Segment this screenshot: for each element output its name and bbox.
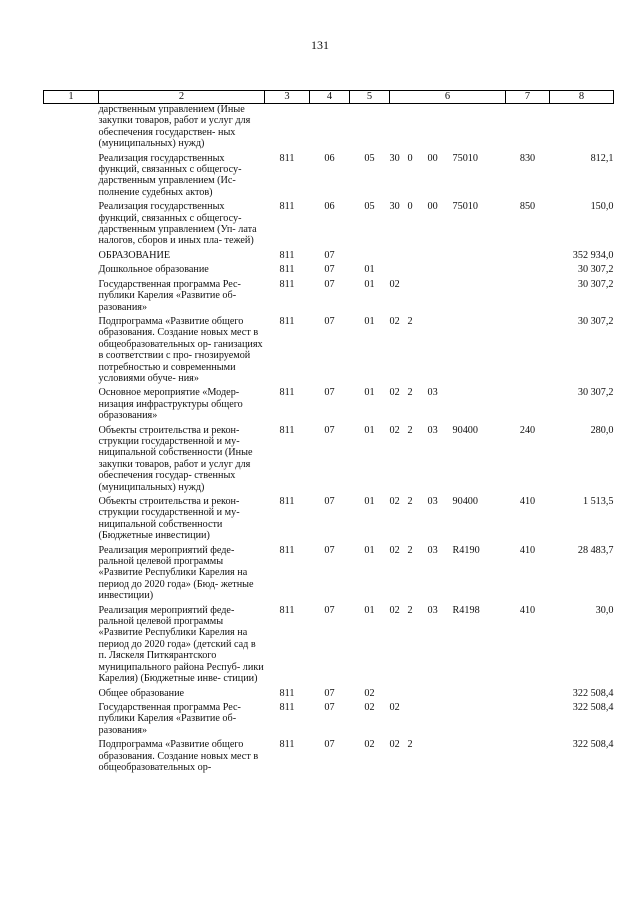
table-row xyxy=(44,699,614,736)
header-cell: 4 xyxy=(310,91,350,104)
amount: 322 508,4 xyxy=(572,701,614,713)
target-article-code xyxy=(390,736,506,773)
section-code xyxy=(310,104,350,150)
blank-cell xyxy=(44,493,99,542)
target-code-part: 2 xyxy=(407,739,413,751)
expense-type-code xyxy=(506,699,550,736)
admin-code: 811 xyxy=(279,701,295,713)
table-row xyxy=(44,104,614,150)
expense-type-code: 410 xyxy=(519,604,536,616)
admin-code: 811 xyxy=(279,739,295,751)
blank-cell xyxy=(44,104,99,150)
item-name: Подпрограмма «Развитие общего образования. Создание новых мест в общеобразовательных ор- ганизациях в соответствии с про- гнозируемой потребностью и современными условиями обуче- ния» xyxy=(98,315,263,384)
target-code-part: 2 xyxy=(407,496,413,507)
target-code-part: 2 xyxy=(407,315,413,327)
header-cell: 8 xyxy=(550,91,614,104)
target-code-part: 03 xyxy=(427,387,438,399)
blank-cell xyxy=(44,276,99,313)
target-code-part: 90400 xyxy=(452,496,478,507)
target-code-part: 02 xyxy=(389,496,400,507)
amount: 30 307,2 xyxy=(577,278,614,290)
table-body xyxy=(44,104,614,774)
amount: 280,0 xyxy=(590,424,614,436)
target-article-code xyxy=(390,104,506,150)
target-code-part: R4198 xyxy=(452,604,480,616)
subsection-code: 01 xyxy=(364,278,375,290)
section-code: 07 xyxy=(324,315,335,327)
amount: 352 934,0 xyxy=(572,249,614,261)
header-cell: 2 xyxy=(99,91,265,104)
amount: 322 508,4 xyxy=(572,687,614,699)
expense-type-code xyxy=(506,685,550,699)
item-name: Объекты строительства и рекон- струкции государственной и му- ниципальной собственности (Иные закупки товаров, работ и услуг для обеспечения государ- ственных (муниципальных) нужд) xyxy=(98,424,253,493)
admin-code: 811 xyxy=(279,687,295,699)
expense-type-code: 240 xyxy=(519,424,536,436)
admin-code xyxy=(265,104,310,150)
admin-code: 811 xyxy=(279,201,295,213)
amount: 322 508,4 xyxy=(572,739,614,751)
expense-type-code: 410 xyxy=(519,544,536,556)
table-row xyxy=(44,493,614,542)
admin-code: 811 xyxy=(279,249,295,261)
header-cell: 3 xyxy=(265,91,310,104)
admin-code: 811 xyxy=(279,424,295,436)
blank-cell xyxy=(44,602,99,685)
item-name: Подпрограмма «Развитие общего образования. Создание новых мест в общеобразовательных ор- xyxy=(98,739,259,773)
section-code: 07 xyxy=(324,701,335,713)
target-article-code xyxy=(390,602,506,685)
admin-code: 811 xyxy=(279,315,295,327)
target-code-part: 0 xyxy=(407,152,413,164)
target-article-code xyxy=(390,313,506,384)
item-name: ОБРАЗОВАНИЕ xyxy=(98,249,171,261)
header-cell: 5 xyxy=(350,91,390,104)
admin-code: 811 xyxy=(279,496,295,507)
expense-type-code xyxy=(506,313,550,384)
header-cell: 6 xyxy=(390,91,506,104)
target-code-part: 02 xyxy=(389,424,400,436)
target-code-part: 2 xyxy=(407,387,413,399)
target-code-part: 75010 xyxy=(452,152,478,164)
blank-cell xyxy=(44,422,99,493)
table-row xyxy=(44,247,614,261)
table-row xyxy=(44,276,614,313)
subsection-code: 01 xyxy=(364,544,375,556)
target-article-code xyxy=(390,150,506,199)
admin-code: 811 xyxy=(279,387,295,399)
target-code-part: 03 xyxy=(427,604,438,616)
target-article-code xyxy=(390,699,506,736)
target-code-part: 2 xyxy=(407,604,413,616)
blank-cell xyxy=(44,542,99,602)
budget-table xyxy=(43,90,614,773)
section-code: 07 xyxy=(324,739,335,751)
blank-cell xyxy=(44,313,99,384)
section-code: 07 xyxy=(324,604,335,616)
table-row xyxy=(44,422,614,493)
amount: 812,1 xyxy=(590,152,614,164)
amount: 1 513,5 xyxy=(582,496,614,507)
target-article-code xyxy=(390,276,506,313)
section-code: 07 xyxy=(324,387,335,399)
amount: 30 307,2 xyxy=(577,264,614,276)
table-row xyxy=(44,313,614,384)
target-code-part: 02 xyxy=(389,739,400,751)
amount: 30 307,2 xyxy=(577,315,614,327)
amount: 30,0 xyxy=(595,604,614,616)
amount: 28 483,7 xyxy=(577,544,614,556)
admin-code: 811 xyxy=(279,544,295,556)
subsection-code: 02 xyxy=(364,739,375,751)
expense-type-code xyxy=(506,104,550,150)
target-code-part: 2 xyxy=(407,424,413,436)
subsection-code: 01 xyxy=(364,424,375,436)
section-code: 06 xyxy=(324,201,335,213)
admin-code: 811 xyxy=(279,278,295,290)
table-row xyxy=(44,542,614,602)
page-number: 131 xyxy=(311,38,329,52)
expense-type-code: 850 xyxy=(519,201,536,213)
target-code-part: 02 xyxy=(389,278,400,290)
target-article-code xyxy=(390,493,506,542)
subsection-code: 01 xyxy=(364,387,375,399)
subsection-code xyxy=(350,247,390,261)
target-article-code xyxy=(390,422,506,493)
amount: 150,0 xyxy=(590,201,614,213)
target-code-part: 30 xyxy=(389,201,400,213)
expense-type-code xyxy=(506,276,550,313)
subsection-code xyxy=(350,104,390,150)
subsection-code: 02 xyxy=(364,687,375,699)
target-article-code xyxy=(390,261,506,275)
section-code: 07 xyxy=(324,249,335,261)
item-name: Дошкольное образование xyxy=(98,264,209,276)
section-code: 07 xyxy=(324,544,335,556)
target-code-part: 90400 xyxy=(452,424,478,436)
table-row xyxy=(44,736,614,773)
section-code: 07 xyxy=(324,496,335,507)
blank-cell xyxy=(44,384,99,421)
header-cell: 7 xyxy=(506,91,550,104)
item-name: Реализация мероприятий феде- ральной целевой программы «Развитие Республики Карелия на период до 2020 года» (Бюд- жетные инвестиции) xyxy=(98,544,254,602)
item-name: Реализация государственных функций, связанных с общегосу- дарственным управлением (Ис- полнение судебных актов) xyxy=(98,152,242,198)
subsection-code: 01 xyxy=(364,604,375,616)
subsection-code: 05 xyxy=(364,152,375,164)
table-row xyxy=(44,261,614,275)
expense-type-code xyxy=(506,247,550,261)
admin-code: 811 xyxy=(279,152,295,164)
blank-cell xyxy=(44,685,99,699)
header-cell: 1 xyxy=(44,91,99,104)
target-code-part: 02 xyxy=(389,315,400,327)
blank-cell xyxy=(44,699,99,736)
target-code-part: 03 xyxy=(427,544,438,556)
expense-type-code xyxy=(506,736,550,773)
target-code-part: 03 xyxy=(427,424,438,436)
table-row xyxy=(44,602,614,685)
subsection-code: 02 xyxy=(364,701,375,713)
amount xyxy=(550,104,614,150)
expense-type-code: 410 xyxy=(519,496,536,507)
amount: 30 307,2 xyxy=(577,387,614,399)
table-header xyxy=(44,91,614,104)
section-code: 07 xyxy=(324,687,335,699)
subsection-code: 01 xyxy=(364,496,375,507)
admin-code: 811 xyxy=(279,264,295,276)
admin-code: 811 xyxy=(279,604,295,616)
target-code-part: 02 xyxy=(389,387,400,399)
target-article-code xyxy=(390,247,506,261)
item-name: Государственная программа Рес- публики Карелия «Развитие об- разования» xyxy=(98,278,241,313)
item-name: Реализация государственных функций, связанных с общегосу- дарственным управлением (Уп- лата налогов, сборов и иных пла- тежей) xyxy=(98,201,257,247)
section-code: 07 xyxy=(324,264,335,276)
expense-type-code xyxy=(506,384,550,421)
target-code-part: 00 xyxy=(427,152,438,164)
target-code-part: 02 xyxy=(389,544,400,556)
target-article-code xyxy=(390,198,506,247)
target-article-code xyxy=(390,384,506,421)
target-code-part: 02 xyxy=(389,604,400,616)
section-code: 07 xyxy=(324,278,335,290)
item-name: Объекты строительства и рекон- струкции государственной и му- ниципальной собственности (Бюджетные инвестиции) xyxy=(98,496,240,542)
item-name: Основное мероприятие «Модер- низация инфраструктуры общего образования» xyxy=(98,387,243,422)
target-code-part: 02 xyxy=(389,701,400,713)
table-row xyxy=(44,150,614,199)
blank-cell xyxy=(44,247,99,261)
table-row xyxy=(44,198,614,247)
blank-cell xyxy=(44,150,99,199)
subsection-code: 01 xyxy=(364,315,375,327)
item-name: Государственная программа Рес- публики Карелия «Развитие об- разования» xyxy=(98,701,241,736)
target-code-part: 2 xyxy=(407,544,413,556)
target-code-part: 0 xyxy=(407,201,413,213)
target-code-part: 30 xyxy=(389,152,400,164)
target-code-part: 75010 xyxy=(452,201,478,213)
section-code: 06 xyxy=(324,152,335,164)
target-code-part: 00 xyxy=(427,201,438,213)
target-article-code xyxy=(390,685,506,699)
blank-cell xyxy=(44,261,99,275)
target-code-part: R4190 xyxy=(452,544,480,556)
section-code: 07 xyxy=(324,424,335,436)
item-name: Реализация мероприятий феде- ральной целевой программы «Развитие Республики Карелия на период до 2020 года» (детский сад в п. Ляскеля Питкярантского муниципального района Респуб- лики Карелия) (Бюджетные инве- стиции) xyxy=(98,604,264,685)
item-name: Общее образование xyxy=(98,687,185,699)
subsection-code: 05 xyxy=(364,201,375,213)
table-row xyxy=(44,685,614,699)
table-row xyxy=(44,384,614,421)
subsection-code: 01 xyxy=(364,264,375,276)
blank-cell xyxy=(44,736,99,773)
target-code-part: 03 xyxy=(427,496,438,507)
blank-cell xyxy=(44,198,99,247)
target-article-code xyxy=(390,542,506,602)
expense-type-code: 830 xyxy=(519,152,536,164)
item-name: дарственным управлением (Иные закупки товаров, работ и услуг для обеспечения государствен- ных (муниципальных) нужд) xyxy=(98,104,251,150)
expense-type-code xyxy=(506,261,550,275)
